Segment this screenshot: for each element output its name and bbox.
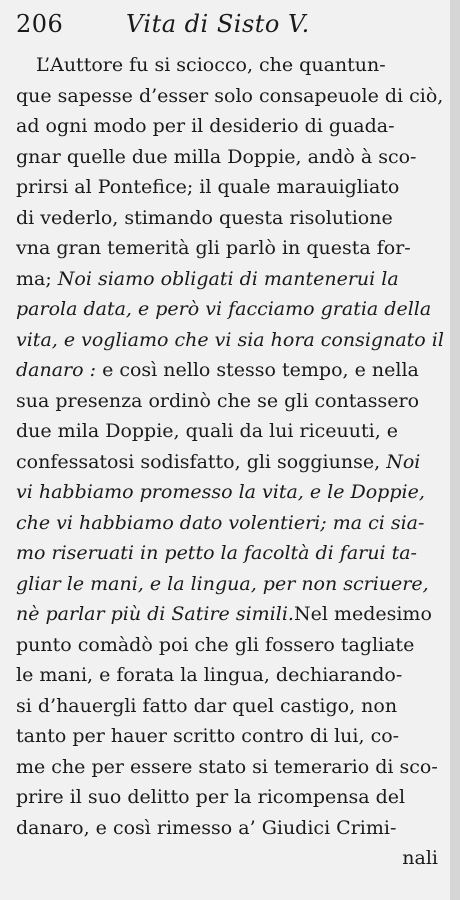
page-number: 206 — [16, 10, 64, 38]
italic-speech: Noi — [386, 450, 421, 473]
text-line — [16, 538, 446, 569]
text-line — [16, 50, 446, 81]
text-span: me che per essere stato si temerario di sco- — [16, 755, 438, 778]
text-line — [16, 111, 446, 142]
text-span: gnar quelle due milla Doppie, andò à sco- — [16, 145, 417, 168]
text-line — [16, 447, 446, 478]
text-line — [16, 355, 446, 386]
text-span: tanto per hauer scritto contro di lui, co- — [16, 725, 400, 747]
text-span: danaro, e così rimesso a’ Giudici Crimi- — [16, 816, 397, 839]
text-line — [16, 81, 446, 112]
italic-speech: nè parlar più di Satire simili. — [16, 603, 294, 625]
text-line — [16, 294, 446, 325]
text-line — [16, 721, 446, 752]
text-line — [16, 752, 446, 783]
text-line — [16, 660, 446, 691]
text-line — [16, 782, 446, 813]
text-span: di vederlo, stimando questa risolutione — [16, 206, 393, 229]
text-line — [16, 569, 446, 600]
text-line — [16, 477, 446, 508]
catchword: nali — [402, 847, 438, 869]
text-span: ad ogni modo per il desiderio di guada- — [16, 115, 395, 137]
text-span: e così nello stesso tempo, e nella — [96, 359, 419, 381]
text-span: le mani, e forata la lingua, dechiarando- — [16, 664, 403, 686]
text-span: prire il suo delitto per la ricompensa del — [16, 786, 406, 808]
italic-speech: gliar le mani, e la lingua, per non scriuere, — [16, 572, 429, 595]
text-line — [16, 172, 446, 203]
text-line — [16, 325, 446, 356]
body-text — [16, 50, 446, 874]
page-header — [16, 10, 446, 50]
text-span: punto comàdò poi che gli fossero tagliate — [16, 633, 415, 656]
text-line — [16, 386, 446, 417]
text-span: que sapesse d’esser solo consapeuole di ciò, — [16, 84, 444, 107]
text-line — [16, 203, 446, 234]
text-span: si d’hauergli fatto dar quel castigo, non — [16, 694, 398, 717]
text-span: L’Auttore fu si sciocco, che quantun- — [36, 54, 386, 76]
text-span: vna gran temerità gli parlò in questa for- — [16, 237, 411, 259]
page-edge-shadow — [450, 0, 460, 900]
text-line — [16, 142, 446, 173]
text-span: confessatosi sodisfatto, gli soggiunse, — [16, 450, 387, 473]
italic-speech: mo riseruati in petto la facoltà di farui ta- — [16, 542, 417, 564]
italic-speech: vita, e vogliamo che vi sia hora consignato il — [16, 328, 444, 351]
text-line — [16, 630, 446, 661]
italic-speech: vi habbiamo promesso la vita, e le Doppie, — [16, 481, 425, 503]
text-span: prirsi al Pontefice; il quale marauigliato — [16, 176, 400, 198]
text-span: Nel medesimo — [293, 603, 432, 625]
text-span: sua presenza ordinò che se gli contassero — [16, 389, 420, 412]
catchword-line — [16, 843, 446, 874]
text-line — [16, 813, 446, 844]
text-span: ma; — [16, 267, 58, 290]
text-line — [16, 233, 446, 264]
text-line — [16, 416, 446, 447]
text-line — [16, 508, 446, 539]
italic-speech: parola data, e però vi facciamo gratia della — [16, 298, 432, 320]
running-title: Vita di Sisto V. — [126, 10, 310, 38]
text-span: due mila Doppie, quali da lui riceuuti, e — [16, 420, 399, 442]
italic-speech: che vi habbiamo dato volentieri; ma ci sia- — [16, 511, 425, 534]
text-line — [16, 691, 446, 722]
text-line — [16, 264, 446, 295]
italic-speech: Noi siamo obligati di mantenerui la — [57, 267, 399, 290]
italic-speech: danaro : — [16, 359, 97, 381]
text-line — [16, 599, 446, 630]
